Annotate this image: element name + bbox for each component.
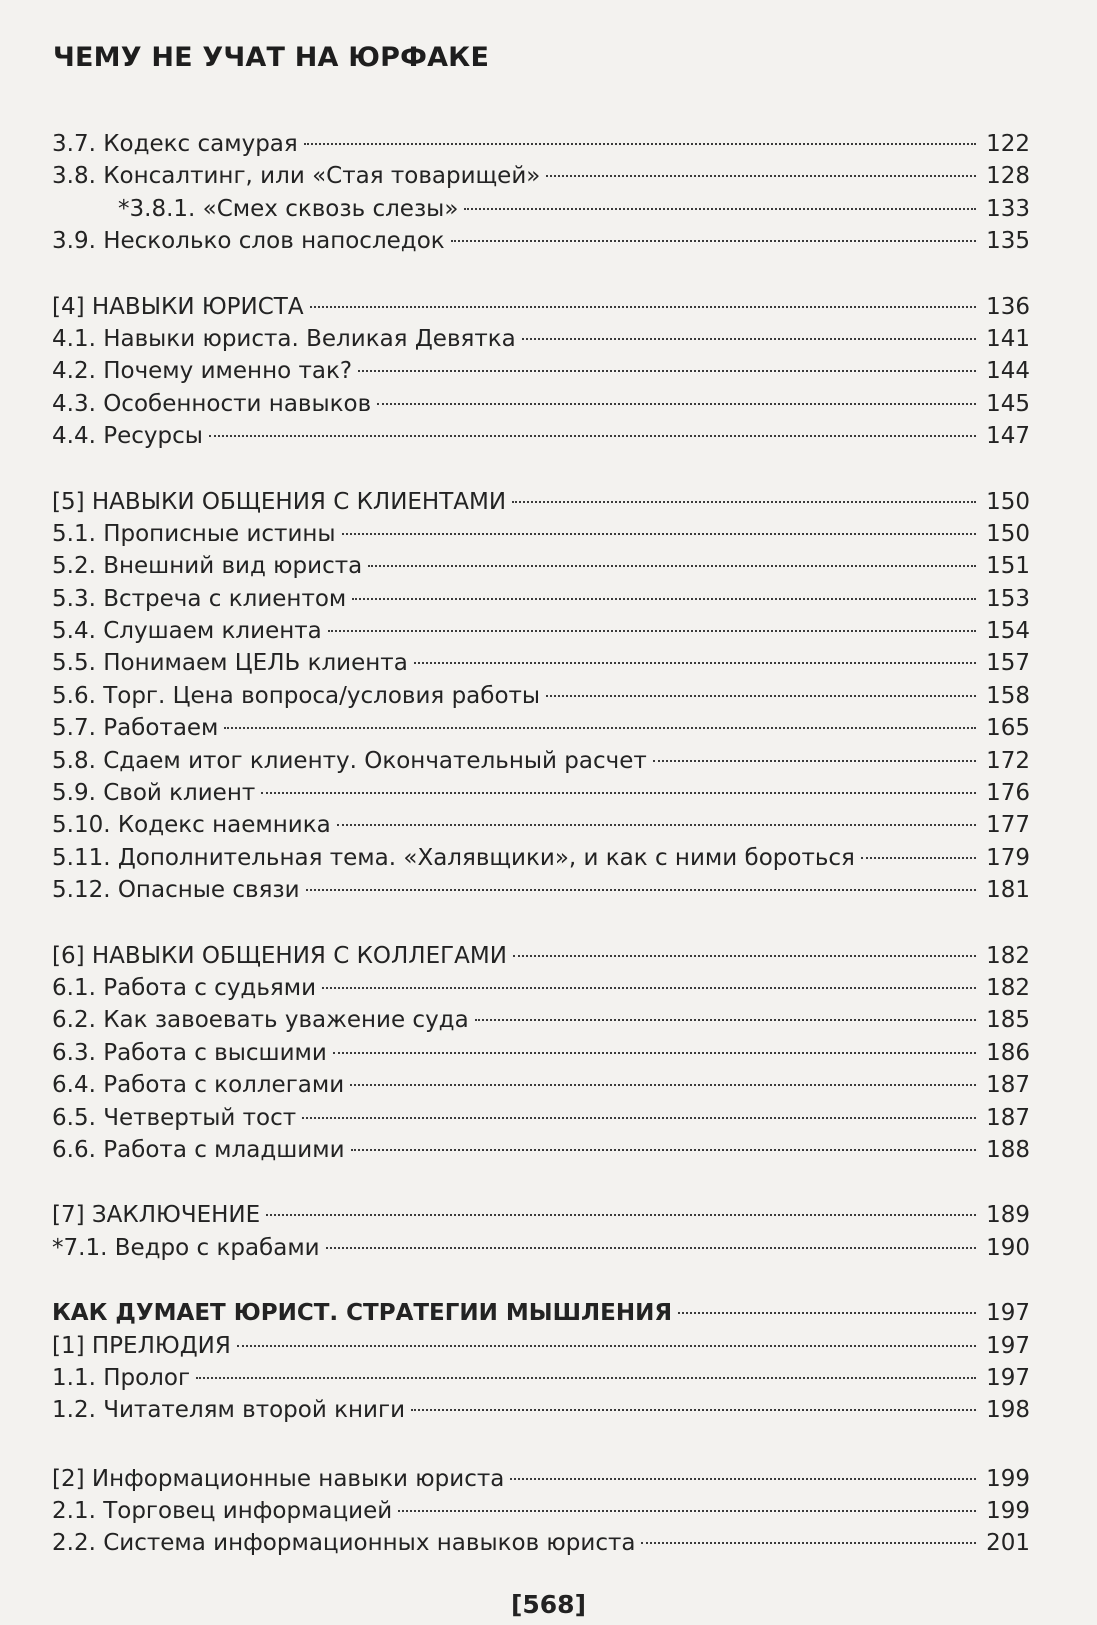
dot-leader — [333, 1052, 976, 1054]
toc-entry-page-number: 197 — [986, 1364, 1030, 1391]
dot-leader — [653, 760, 976, 762]
dot-leader — [398, 1510, 976, 1512]
toc-entry-title: 6.2. Как завоевать уважение суда — [52, 1007, 469, 1034]
toc-entry — [52, 128, 1030, 160]
toc-entry — [52, 712, 1030, 744]
toc-entry-page-number: 197 — [986, 1300, 1030, 1327]
toc-entry-page-number: 182 — [986, 974, 1030, 1001]
toc-entry — [52, 160, 1030, 192]
toc-entry-title: 5.12. Опасные связи — [52, 877, 300, 904]
toc-entry-page-number: 177 — [986, 812, 1030, 839]
toc-entry-page-number: 122 — [986, 131, 1030, 157]
dot-leader — [304, 143, 976, 145]
toc-entry-page-number: 190 — [986, 1234, 1030, 1261]
dot-leader — [328, 630, 976, 632]
toc-entry-title: 5.1. Прописные истины — [52, 520, 336, 547]
toc-entry-title: *3.8.1. «Смех сквозь слезы» — [118, 195, 459, 222]
toc-entry-title: 5.11. Дополнительная тема. «Халявщики», и как с ними бороться — [52, 844, 855, 871]
toc-entry — [52, 1297, 1030, 1329]
toc-entry-title: 5.3. Встреча с клиентом — [52, 585, 347, 612]
toc-entry-page-number: 147 — [986, 423, 1030, 450]
toc-entry-page-number: 179 — [986, 844, 1030, 871]
toc-entry-title: 5.8. Сдаем итог клиенту. Окончательный расчет — [52, 747, 647, 774]
toc-entry-title: 5.2. Внешний вид юриста — [52, 553, 363, 580]
toc-entry — [52, 1102, 1030, 1134]
toc-entry — [52, 486, 1030, 518]
toc-entry-page-number: 197 — [986, 1332, 1030, 1359]
toc-entry — [52, 809, 1030, 841]
toc-entry-title: [4] НАВЫКИ ЮРИСТА — [52, 293, 304, 320]
toc-entry — [52, 1037, 1030, 1069]
dot-leader — [209, 435, 976, 437]
toc-entry-page-number: 201 — [986, 1530, 1030, 1557]
toc-entry — [52, 323, 1030, 355]
toc-entry — [52, 193, 1030, 225]
toc-entry — [52, 745, 1030, 777]
toc-entry — [52, 1199, 1030, 1231]
toc-entry-page-number: 135 — [986, 228, 1030, 255]
toc-entry-title: 5.7. Работаем — [52, 715, 219, 742]
table-of-contents — [52, 128, 1030, 1560]
toc-entry-page-number: 157 — [986, 650, 1030, 677]
toc-entry — [52, 1232, 1030, 1264]
toc-entry — [52, 615, 1030, 647]
toc-entry-title: 6.6. Работа с младшими — [52, 1136, 345, 1163]
toc-entry — [52, 583, 1030, 615]
toc-entry — [52, 777, 1030, 809]
dot-leader — [350, 1084, 976, 1086]
toc-entry-title: *7.1. Ведро с крабами — [52, 1234, 320, 1261]
toc-entry-page-number: 176 — [986, 780, 1030, 807]
toc-entry-title: 3.7. Кодекс самурая — [52, 131, 298, 157]
toc-entry-page-number: 154 — [986, 618, 1030, 645]
toc-entry-title: 6.4. Работа с коллегами — [52, 1072, 345, 1099]
toc-entry-title: 4.3. Особенности навыков — [52, 390, 372, 417]
dot-leader — [196, 1377, 976, 1379]
dot-leader — [261, 792, 976, 794]
toc-entry — [52, 1134, 1030, 1166]
toc-entry-page-number: 198 — [986, 1397, 1030, 1424]
toc-entry-title: 6.5. Четвертый тост — [52, 1104, 297, 1131]
dot-leader — [411, 1409, 976, 1411]
toc-entry-page-number: 141 — [986, 325, 1030, 352]
toc-entry-title: 2.1. Торговец информацией — [52, 1498, 393, 1525]
dot-leader — [322, 987, 976, 989]
toc-entry-page-number: 186 — [986, 1039, 1030, 1066]
dot-leader — [224, 727, 976, 729]
toc-entry — [52, 1004, 1030, 1036]
toc-entry-title: 4.1. Навыки юриста. Великая Девятка — [52, 325, 516, 352]
toc-entry-title: [1] ПРЕЛЮДИЯ — [52, 1332, 231, 1359]
toc-entry-title: 3.9. Несколько слов напоследок — [52, 228, 445, 255]
toc-entry — [52, 680, 1030, 712]
toc-entry — [52, 1330, 1030, 1362]
toc-entry — [52, 1495, 1030, 1527]
toc-entry-title: 3.8. Консалтинг, или «Стая товарищей» — [52, 163, 541, 190]
toc-entry-title: 5.6. Торг. Цена вопроса/условия работы — [52, 682, 541, 709]
dot-leader — [352, 598, 976, 600]
toc-entry-title: 6.3. Работа с высшими — [52, 1039, 327, 1066]
toc-entry-page-number: 144 — [986, 358, 1030, 385]
toc-entry — [52, 388, 1030, 420]
dot-leader — [377, 403, 976, 405]
dot-leader — [237, 1345, 976, 1347]
toc-entry — [52, 420, 1030, 452]
toc-entry-page-number: 145 — [986, 390, 1030, 417]
dot-leader — [641, 1542, 976, 1544]
dot-leader — [306, 889, 976, 891]
section-spacer — [52, 258, 1030, 291]
toc-entry-page-number: 199 — [986, 1465, 1030, 1492]
section-spacer — [52, 1264, 1030, 1297]
section-spacer — [52, 1427, 1030, 1463]
toc-entry-page-number: 136 — [986, 293, 1030, 320]
toc-entry-page-number: 165 — [986, 715, 1030, 742]
dot-leader — [475, 1019, 976, 1021]
toc-entry-page-number: 181 — [986, 877, 1030, 904]
page-number: [568] — [510, 1590, 587, 1619]
dot-leader — [266, 1214, 976, 1216]
section-spacer — [52, 453, 1030, 486]
toc-entry-title: 4.2. Почему именно так? — [52, 358, 353, 385]
toc-entry-page-number: 150 — [986, 488, 1030, 515]
toc-entry-title: 5.5. Понимаем ЦЕЛЬ клиента — [52, 650, 408, 677]
dot-leader — [351, 1149, 976, 1151]
toc-entry-title: [7] ЗАКЛЮЧЕНИЕ — [52, 1202, 261, 1229]
toc-entry-page-number: 150 — [986, 520, 1030, 547]
dot-leader — [678, 1312, 976, 1314]
dot-leader — [512, 501, 976, 503]
dot-leader — [358, 370, 976, 372]
section-spacer — [52, 1166, 1030, 1199]
dot-leader — [337, 824, 976, 826]
dot-leader — [464, 208, 976, 210]
toc-entry-page-number: 158 — [986, 682, 1030, 709]
toc-entry — [52, 647, 1030, 679]
dot-leader — [522, 338, 976, 340]
dot-leader — [342, 533, 976, 535]
toc-entry-page-number: 151 — [986, 553, 1030, 580]
dot-leader — [546, 175, 976, 177]
toc-entry-title: 6.1. Работа с судьями — [52, 974, 317, 1001]
dot-leader — [451, 240, 976, 242]
section-spacer — [52, 907, 1030, 940]
toc-entry — [52, 518, 1030, 550]
toc-entry-page-number: 153 — [986, 585, 1030, 612]
dot-leader — [513, 955, 976, 957]
toc-entry — [52, 225, 1030, 257]
toc-entry-title: [2] Информационные навыки юриста — [52, 1465, 505, 1492]
toc-entry-title: [6] НАВЫКИ ОБЩЕНИЯ С КОЛЛЕГАМИ — [52, 942, 507, 969]
dot-leader — [414, 662, 976, 664]
toc-entry-title: 2.2. Система информационных навыков юриста — [52, 1530, 636, 1557]
dot-leader — [861, 857, 976, 859]
toc-entry — [52, 972, 1030, 1004]
toc-entry-page-number: 189 — [986, 1202, 1030, 1229]
toc-entry — [52, 550, 1030, 582]
dot-leader — [326, 1247, 976, 1249]
toc-entry-title: 5.10. Кодекс наемника — [52, 812, 331, 839]
toc-entry-title: КАК ДУМАЕТ ЮРИСТ. СТРАТЕГИИ МЫШЛЕНИЯ — [52, 1300, 673, 1327]
toc-entry-page-number: 182 — [986, 942, 1030, 969]
toc-entry-page-number: 199 — [986, 1498, 1030, 1525]
toc-entry-title: 1.2. Читателям второй книги — [52, 1397, 406, 1424]
toc-entry-page-number: 133 — [986, 195, 1030, 222]
toc-entry-title: 4.4. Ресурсы — [52, 423, 203, 450]
toc-entry — [52, 842, 1030, 874]
toc-entry-page-number: 187 — [986, 1104, 1030, 1131]
toc-entry-title: [5] НАВЫКИ ОБЩЕНИЯ С КЛИЕНТАМИ — [52, 488, 507, 515]
toc-entry — [52, 1527, 1030, 1559]
toc-entry-title: 1.1. Пролог — [52, 1364, 191, 1391]
toc-entry-page-number: 185 — [986, 1007, 1030, 1034]
dot-leader — [368, 565, 976, 567]
toc-entry-title: 5.9. Свой клиент — [52, 780, 256, 807]
toc-entry-page-number: 128 — [986, 163, 1030, 190]
dot-leader — [546, 695, 976, 697]
toc-entry-page-number: 188 — [986, 1136, 1030, 1163]
toc-entry — [52, 1394, 1030, 1426]
toc-entry — [52, 1362, 1030, 1394]
dot-leader — [310, 306, 976, 308]
dot-leader — [302, 1117, 976, 1119]
toc-entry — [52, 1463, 1030, 1495]
toc-entry — [52, 355, 1030, 387]
toc-entry — [52, 291, 1030, 323]
toc-entry — [52, 1069, 1030, 1101]
toc-entry-page-number: 187 — [986, 1072, 1030, 1099]
toc-entry-title: 5.4. Слушаем клиента — [52, 618, 322, 645]
toc-entry — [52, 874, 1030, 906]
dot-leader — [510, 1478, 976, 1480]
toc-entry-page-number: 172 — [986, 747, 1030, 774]
toc-entry — [52, 940, 1030, 972]
page-title: ЧЕМУ НЕ УЧАТ НА ЮРФАКЕ — [53, 42, 490, 73]
